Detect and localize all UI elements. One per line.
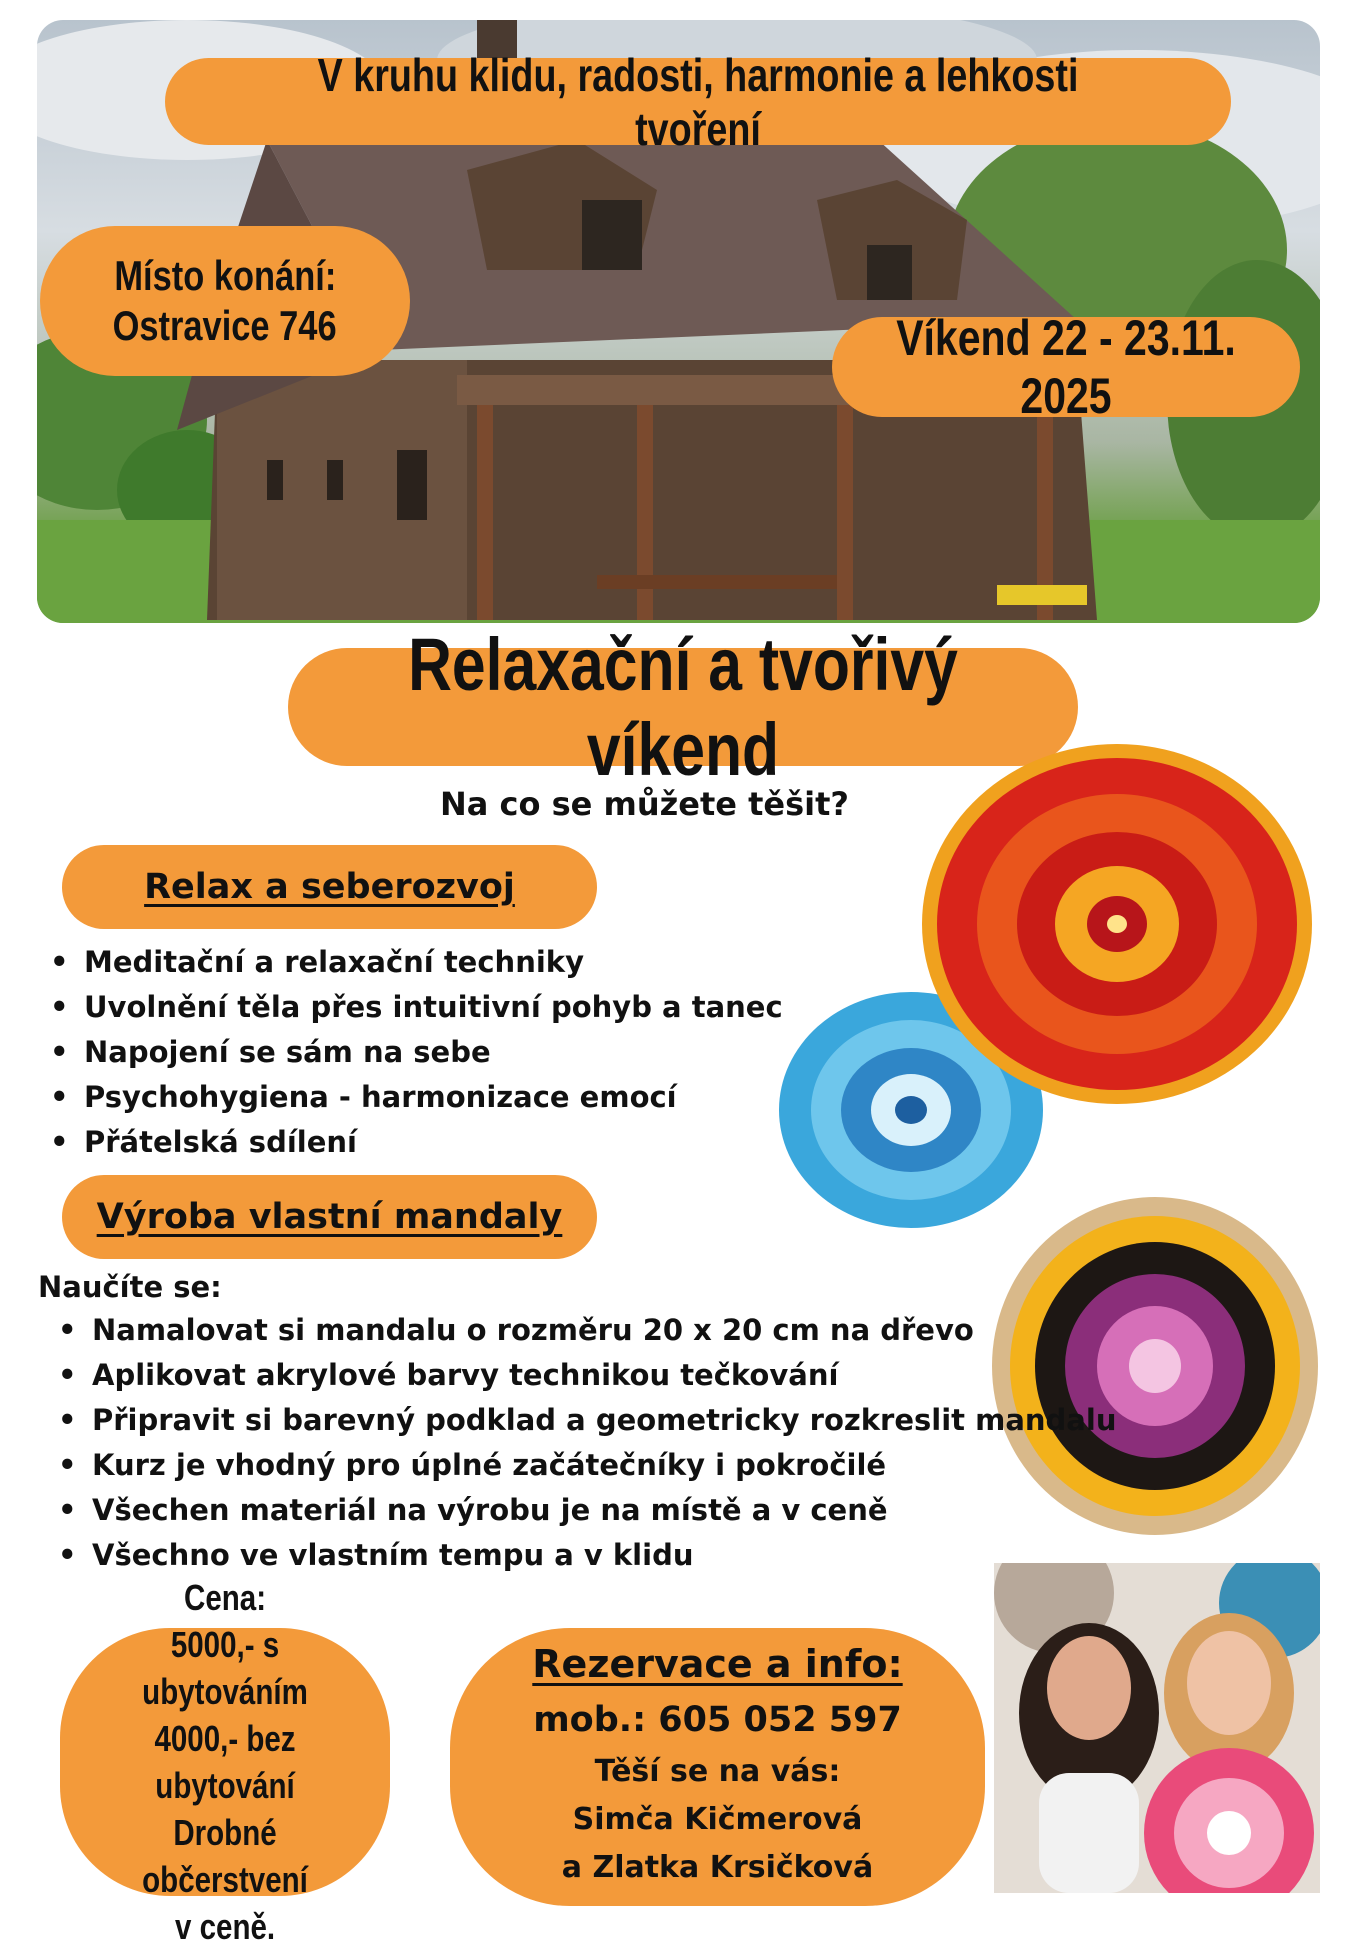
section-heading-mandala-text: Výroba vlastní mandaly bbox=[96, 1197, 563, 1237]
price-with-accommodation: 5000,- s ubytováním bbox=[142, 1624, 308, 1712]
relax-list bbox=[40, 940, 783, 1165]
section-heading-mandala bbox=[62, 1175, 597, 1259]
subtitle: Na co se můžete těšit? bbox=[440, 785, 849, 823]
tagline-banner bbox=[165, 48, 1231, 155]
list-item: • Všechno ve vlastním tempu a v klidu bbox=[48, 1533, 1116, 1578]
event-date: Víkend 22 - 23.11. 2025 bbox=[896, 310, 1236, 424]
snack-line-1: Drobné občerstvení bbox=[142, 1812, 308, 1900]
organizer-1: Simča Kičmerová bbox=[572, 1802, 863, 1837]
mandala-list bbox=[48, 1308, 1116, 1578]
section-heading-relax bbox=[62, 845, 597, 929]
price-box bbox=[60, 1577, 390, 1947]
list-item: • Uvolnění těla přes intuitivní pohyb a tanec bbox=[40, 985, 783, 1030]
tagline-text: V kruhu klidu, radosti, harmonie a lehkosti tvoření bbox=[317, 48, 1079, 155]
phone-number[interactable]: mob.: 605 052 597 bbox=[533, 1700, 902, 1740]
list-item: • Přátelská sdílení bbox=[40, 1120, 783, 1165]
section-heading-relax-text: Relax a seberozvoj bbox=[144, 867, 515, 907]
price-label: Cena: bbox=[183, 1577, 267, 1618]
list-item: • Připravit si barevný podklad a geometricky rozkreslit mandalu bbox=[48, 1398, 1116, 1443]
list-item: • Kurz je vhodný pro úplné začátečníky i pokročilé bbox=[48, 1443, 1116, 1488]
list-item: • Napojení se sám na sebe bbox=[40, 1030, 783, 1075]
list-item: • Psychohygiena - harmonizace emocí bbox=[40, 1075, 783, 1120]
contact-heading: Rezervace a info: bbox=[532, 1642, 903, 1686]
date-badge bbox=[832, 310, 1300, 424]
list-item: • Meditační a relaxační techniky bbox=[40, 940, 783, 985]
greeting: Těší se na vás: bbox=[594, 1754, 841, 1789]
snack-line-2: v ceně. bbox=[174, 1906, 276, 1947]
red-mandala-image bbox=[920, 742, 1315, 1107]
price-without-accommodation: 4000,- bez ubytování bbox=[154, 1718, 296, 1806]
learn-intro: Naučíte se: bbox=[38, 1270, 222, 1304]
venue-address: Ostravice 746 bbox=[112, 302, 338, 349]
list-item: • Namalovat si mandalu o rozměru 20 x 20 cm na dřevo bbox=[48, 1308, 1116, 1353]
contact-box bbox=[450, 1628, 985, 1906]
organizer-2: a Zlatka Krsičková bbox=[561, 1850, 874, 1885]
venue-badge bbox=[40, 226, 410, 376]
organizers-photo bbox=[994, 1563, 1320, 1893]
list-item: • Aplikovat akrylové barvy technikou tečkování bbox=[48, 1353, 1116, 1398]
list-item: • Všechen materiál na výrobu je na místě a v ceně bbox=[48, 1488, 1116, 1533]
page-title: Relaxační a tvořivý víkend bbox=[408, 623, 958, 791]
venue-label: Místo konání: bbox=[114, 252, 336, 299]
